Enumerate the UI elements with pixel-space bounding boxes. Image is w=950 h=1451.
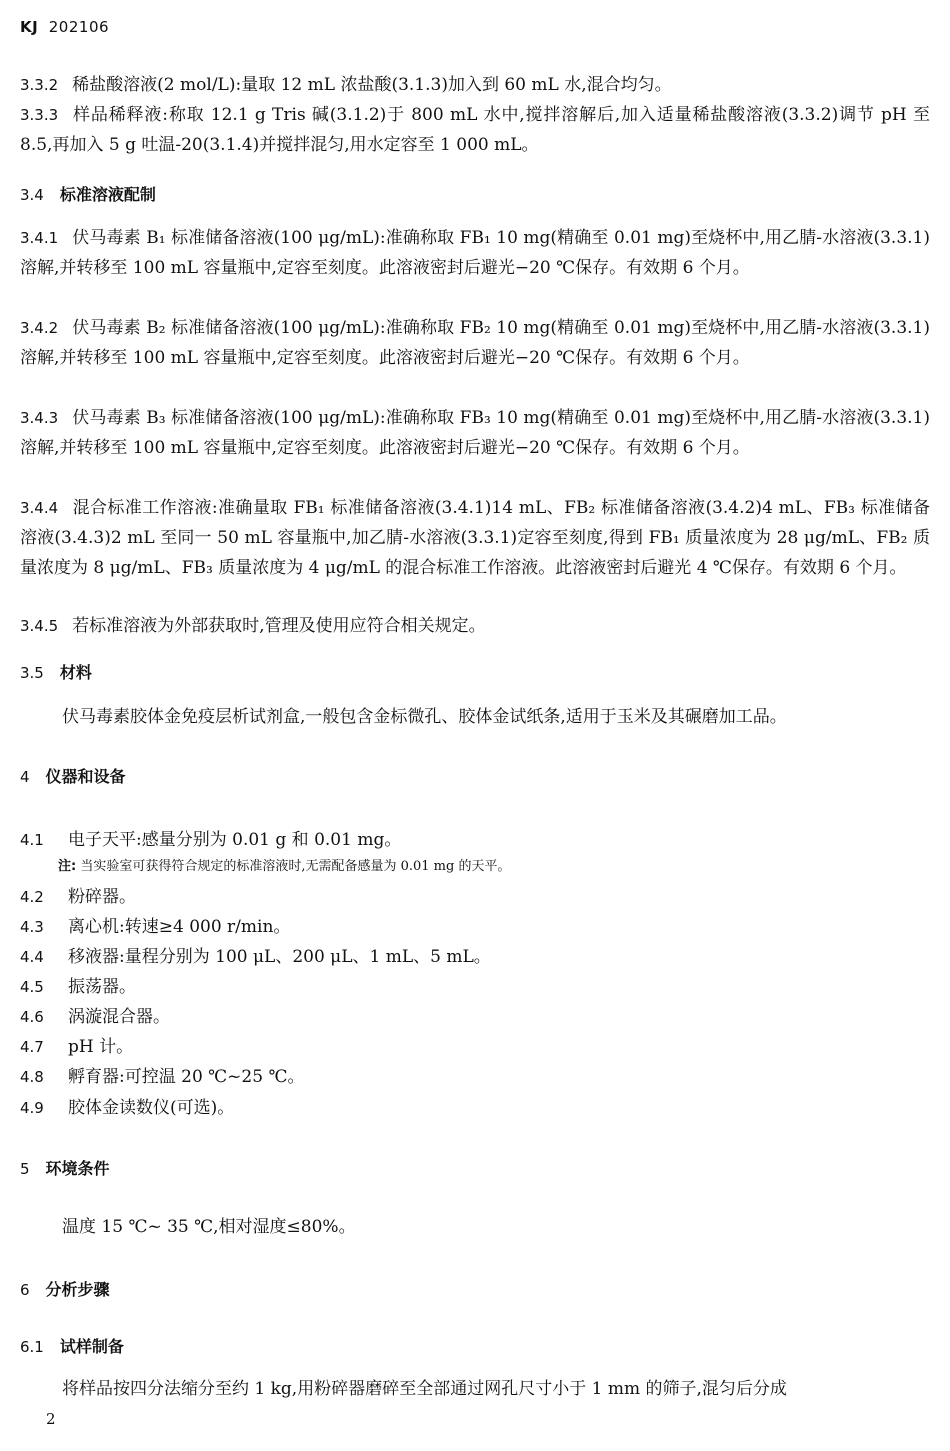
item-number: 4.5	[20, 978, 44, 996]
clause-3-3-3	[20, 100, 930, 160]
item-text: 电子天平:感量分别为 0.01 g 和 0.01 mg。	[68, 830, 402, 850]
clause-text: 混合标准工作溶液:准确量取 FB₁ 标准储备溶液(3.4.1)14 mL、FB₂ 标准储备溶液(3.4.2)4 mL、FB₃ 标准储备溶液(3.4.3)2 mL 至同一 50 mL 容量瓶中,加乙腈-水溶液(3.3.1)定容至刻度,得到 FB₁ 质量浓度为 28 μg/mL、FB₂ 质量浓度为 8 μg/mL、FB₃ 质量浓度为 4 μg/mL 的混合标准工作溶液。此溶液密封后避光 4 ℃保存。有效期 6 个月。	[20, 498, 930, 578]
section-6-1-heading	[20, 1334, 124, 1357]
clause-3-3-2	[20, 70, 930, 100]
section-title: 环境条件	[45, 1159, 110, 1178]
clause-text: 稀盐酸溶液(2 mol/L):量取 12 mL 浓盐酸(3.1.3)加入到 60 mL 水,混合均匀。	[72, 75, 672, 95]
item-number: 4.6	[20, 1008, 44, 1026]
item-number: 4.4	[20, 948, 44, 966]
section-3-5-heading	[20, 660, 92, 683]
clause-text: 样品稀释液:称取 12.1 g Tris 碱(3.1.2)于 800 mL 水中,搅拌溶解后,加入适量稀盐酸溶液(3.3.2)调节 pH 至 8.5,再加入 5 g 吐温-20(3.1.4)并搅拌混匀,用水定容至 1 000 mL。	[20, 105, 930, 155]
header-code: KJ	[20, 18, 39, 36]
item-number: 4.9	[20, 1099, 44, 1117]
clause-text: 若标准溶液为外部获取时,管理及使用应符合相关规定。	[72, 616, 486, 636]
section-title: 仪器和设备	[45, 767, 126, 786]
note-label: 注:	[58, 859, 77, 874]
clause-3-4-1	[20, 223, 930, 283]
section-number: 4	[20, 768, 30, 786]
item-text: 移液器:量程分别为 100 μL、200 μL、1 mL、5 mL。	[68, 947, 491, 967]
equipment-item	[20, 1032, 133, 1057]
item-number: 4.8	[20, 1068, 44, 1086]
section-title: 试样制备	[59, 1337, 124, 1356]
item-text: 涡漩混合器。	[68, 1007, 170, 1027]
item-text: pH 计。	[68, 1037, 134, 1057]
equipment-item	[20, 1002, 170, 1027]
section-title: 标准溶液配制	[59, 185, 156, 204]
section-number: 3.4	[20, 186, 44, 204]
section-6-heading	[20, 1277, 110, 1300]
item-text: 振荡器。	[68, 977, 136, 997]
item-number: 4.7	[20, 1038, 44, 1056]
equipment-item	[20, 942, 491, 967]
section-number: 5	[20, 1160, 30, 1178]
environment-paragraph: 温度 15 ℃~ 35 ℃,相对湿度≤80%。	[62, 1217, 356, 1237]
materials-paragraph: 伏马毒素胶体金免疫层析试剂盒,一般包含金标微孔、胶体金试纸条,适用于玉米及其碾磨加工品。	[62, 707, 787, 727]
clause-number: 3.4.2	[20, 319, 59, 337]
equipment-item	[20, 972, 136, 997]
clause-3-4-3	[20, 403, 930, 463]
clause-3-4-2	[20, 313, 930, 373]
section-4-heading	[20, 764, 126, 787]
clause-number: 3.3.3	[20, 106, 59, 124]
header-number: 202106	[48, 18, 110, 36]
sample-prep-paragraph: 将样品按四分法缩分至约 1 kg,用粉碎器磨碎至全部通过网孔尺寸小于 1 mm 的筛子,混匀后分成	[62, 1379, 787, 1399]
section-title: 材料	[59, 663, 92, 682]
clause-text: 伏马毒素 B₁ 标准储备溶液(100 μg/mL):准确称取 FB₁ 10 mg(精确至 0.01 mg)至烧杯中,用乙腈-水溶液(3.3.1)溶解,并转移至 100 mL 容量瓶中,定容至刻度。此溶液密封后避光−20 ℃保存。有效期 6 个月。	[20, 228, 930, 278]
item-text: 离心机:转速≥4 000 r/min。	[68, 917, 291, 937]
clause-number: 3.4.3	[20, 409, 59, 427]
clause-text: 伏马毒素 B₂ 标准储备溶液(100 μg/mL):准确称取 FB₂ 10 mg(精确至 0.01 mg)至烧杯中,用乙腈-水溶液(3.3.1)溶解,并转移至 100 mL 容量瓶中,定容至刻度。此溶液密封后避光−20 ℃保存。有效期 6 个月。	[20, 318, 930, 368]
equipment-item	[20, 1062, 304, 1087]
equipment-item	[20, 912, 290, 937]
page-number: 2	[46, 1410, 56, 1428]
equipment-item	[20, 882, 136, 907]
item-text: 粉碎器。	[68, 887, 136, 907]
item-text: 孵育器:可控温 20 ℃~25 ℃。	[68, 1067, 305, 1087]
section-number: 6	[20, 1281, 30, 1299]
item-number: 4.3	[20, 918, 44, 936]
equipment-item	[20, 825, 401, 850]
clause-3-4-4	[20, 493, 930, 583]
section-number: 6.1	[20, 1338, 44, 1356]
clause-number: 3.4.4	[20, 499, 59, 517]
clause-number: 3.3.2	[20, 76, 59, 94]
document-header	[20, 18, 109, 36]
section-3-4-heading	[20, 182, 156, 205]
item-number: 4.2	[20, 888, 44, 906]
section-number: 3.5	[20, 664, 44, 682]
note-text: 当实验室可获得符合规定的标准溶液时,无需配备感量为 0.01 mg 的天平。	[80, 859, 511, 874]
section-5-heading	[20, 1156, 110, 1179]
equipment-item	[20, 1093, 234, 1118]
clause-text: 伏马毒素 B₃ 标准储备溶液(100 μg/mL):准确称取 FB₃ 10 mg(精确至 0.01 mg)至烧杯中,用乙腈-水溶液(3.3.1)溶解,并转移至 100 mL 容量瓶中,定容至刻度。此溶液密封后避光−20 ℃保存。有效期 6 个月。	[20, 408, 930, 458]
note-4-1	[58, 855, 510, 874]
clause-number: 3.4.5	[20, 617, 59, 635]
item-number: 4.1	[20, 831, 44, 849]
clause-3-4-5	[20, 611, 930, 641]
clause-number: 3.4.1	[20, 229, 59, 247]
section-title: 分析步骤	[45, 1280, 110, 1299]
item-text: 胶体金读数仪(可选)。	[68, 1098, 235, 1118]
